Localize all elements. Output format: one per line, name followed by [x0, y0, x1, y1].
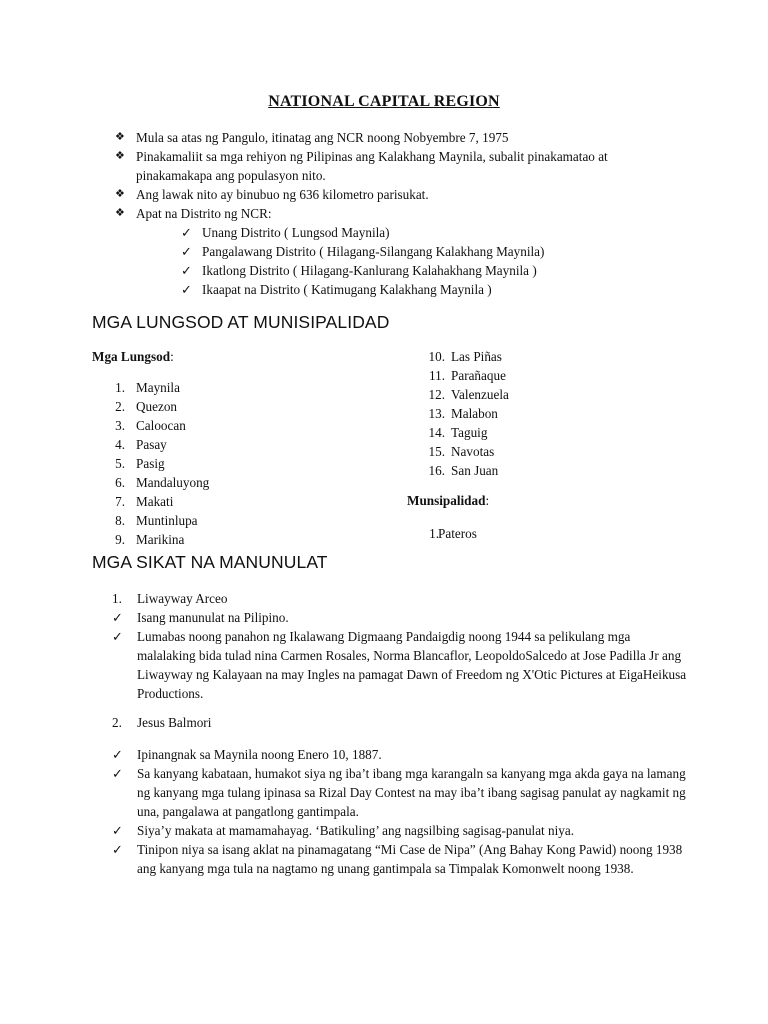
checkmark-icon: ✓	[112, 610, 124, 625]
intro-bullet-text: Apat na Distrito ng NCR:	[136, 206, 272, 221]
writer-number: 1.	[112, 591, 122, 606]
diamond-bullet-icon: ❖	[115, 150, 125, 162]
checkmark-icon: ✓	[181, 263, 193, 278]
city-number: 5.	[115, 456, 125, 471]
district-text: Unang Distrito ( Lungsod Maynila)	[202, 225, 390, 240]
city-number: 2.	[115, 399, 125, 414]
municipality-label-text: Munsipalidad	[407, 493, 486, 508]
intro-bullet-list	[115, 128, 675, 299]
district-list	[136, 223, 675, 299]
diamond-bullet-icon: ❖	[115, 188, 125, 200]
city-item	[92, 511, 352, 530]
city-number: 13.	[428, 406, 445, 421]
writer-facts-list	[107, 745, 687, 878]
city-number: 7.	[115, 494, 125, 509]
writer-fact-text: Tinipon niya sa isang aklat na pinamagatang “Mi Case de Nipa” (Ang Bahay Kong Pawid) noong 1938 ang kanyang mga tula na nagtamo ng unang gantimpala sa Timpalak Komonwelt noong 1938.	[137, 842, 683, 876]
city-name: Muntinlupa	[136, 513, 198, 528]
city-name: Caloocan	[136, 418, 186, 433]
checkmark-icon: ✓	[181, 225, 193, 240]
city-name: Pasay	[136, 437, 167, 452]
district-item	[181, 280, 675, 299]
district-item	[181, 223, 675, 242]
writer-fact-text: Isang manunulat na Pilipino.	[137, 610, 289, 625]
city-item	[92, 530, 352, 549]
municipality-name: Pateros	[438, 526, 477, 541]
writer-entry	[107, 713, 687, 878]
city-item	[407, 423, 707, 442]
cities-list-right	[407, 347, 707, 480]
city-item	[407, 404, 707, 423]
writer-facts-list	[107, 608, 687, 703]
municipality-label-colon: :	[485, 493, 490, 508]
city-item	[407, 366, 707, 385]
checkmark-icon: ✓	[112, 766, 124, 781]
city-number: 11.	[429, 368, 445, 383]
checkmark-icon: ✓	[112, 629, 124, 644]
city-number: 8.	[115, 513, 125, 528]
city-name: Las Piñas	[451, 349, 502, 364]
writer-fact	[107, 745, 687, 764]
writer-name-line	[107, 589, 687, 608]
city-number: 6.	[115, 475, 125, 490]
checkmark-icon: ✓	[112, 823, 124, 838]
city-item	[407, 461, 707, 480]
city-item	[92, 492, 352, 511]
cities-label-text: Mga Lungsod	[92, 349, 171, 364]
checkmark-icon: ✓	[181, 244, 193, 259]
city-name: Taguig	[451, 425, 488, 440]
cities-label	[92, 347, 174, 366]
city-number: 15.	[428, 444, 445, 459]
city-name: Makati	[136, 494, 174, 509]
intro-bullet-item	[115, 147, 675, 185]
checkmark-icon: ✓	[181, 282, 193, 297]
city-number: 10.	[428, 349, 445, 364]
district-text: Ikatlong Distrito ( Hilagang-Kanlurang Kalahakhang Maynila )	[202, 263, 537, 278]
checkmark-icon: ✓	[112, 842, 124, 857]
city-item	[407, 347, 707, 366]
city-name: Navotas	[451, 444, 495, 459]
cities-list-left	[92, 378, 352, 549]
city-name: Pasig	[136, 456, 165, 471]
page-title: NATIONAL CAPITAL REGION	[268, 93, 500, 110]
writer-number: 2.	[112, 715, 122, 730]
city-item	[407, 442, 707, 461]
cities-label-colon: :	[170, 349, 174, 364]
district-text: Pangalawang Distrito ( Hilagang-Silangang Kalakhang Maynila)	[202, 244, 545, 259]
intro-bullet-text: Pinakamaliit sa mga rehiyon ng Pilipinas ang Kalakhang Maynila, subalit pinakamatao at pinakamakapa ang populasyon nito.	[136, 149, 608, 183]
city-item	[92, 416, 352, 435]
municipality-list	[407, 524, 707, 543]
writer-fact-text: Siya’y makata at mamamahayag. ‘Batikuling’ ang nagsilbing sagisag-panulat niya.	[137, 823, 575, 838]
writer-fact	[107, 764, 687, 821]
city-number: 12.	[428, 387, 445, 402]
city-name: Maynila	[136, 380, 180, 395]
city-name: Parañaque	[451, 368, 506, 383]
city-name: San Juan	[451, 463, 499, 478]
writer-name: Liwayway Arceo	[137, 591, 228, 606]
city-number: 16.	[428, 463, 445, 478]
municipality-item	[407, 524, 707, 543]
writer-fact	[107, 627, 687, 703]
city-item	[92, 397, 352, 416]
intro-bullet-item	[115, 204, 675, 299]
city-name: Mandaluyong	[136, 475, 210, 490]
writer-name: Jesus Balmori	[137, 715, 212, 730]
city-name: Quezon	[136, 399, 178, 414]
city-number: 9.	[115, 532, 125, 547]
city-number: 4.	[115, 437, 125, 452]
writers-section-heading: MGA SIKAT NA MANUNULAT	[92, 552, 328, 572]
city-number: 14.	[428, 425, 445, 440]
writer-name-line	[107, 713, 687, 732]
intro-bullet-text: Mula sa atas ng Pangulo, itinatag ang NCR noong Nobyembre 7, 1975	[136, 130, 509, 145]
city-name: Marikina	[136, 532, 185, 547]
district-item	[181, 242, 675, 261]
writer-fact-text: Lumabas noong panahon ng Ikalawang Digmaang Pandaigdig noong 1944 sa pelikulang mga malalaking bida tulad nina Carmen Rosales, Norma Blancaflor, LeopoldoSalcedo at Jose Padilla Jr ang Liwayway ng Kalayaan na may Ingles na pamagat Dawn of Freedom ng X'Otic Pictures at EigaHeikusa Productions.	[137, 629, 687, 701]
city-item	[92, 378, 352, 397]
intro-bullet-text: Ang lawak nito ay binubuo ng 636 kilometro parisukat.	[136, 187, 429, 202]
district-item	[181, 261, 675, 280]
city-name: Malabon	[451, 406, 498, 421]
city-item	[92, 435, 352, 454]
district-text: Ikaapat na Distrito ( Katimugang Kalakhang Maynila )	[202, 282, 492, 297]
diamond-bullet-icon: ❖	[115, 131, 125, 143]
writer-fact	[107, 840, 687, 878]
city-item	[407, 385, 707, 404]
writer-fact	[107, 821, 687, 840]
intro-bullet-item	[115, 185, 675, 204]
city-item	[92, 473, 352, 492]
city-item	[92, 454, 352, 473]
writer-fact-text: Sa kanyang kabataan, humakot siya ng iba’t ibang mga karangaln sa kanyang mga akda gaya na lamang ng kanyang mga tulang ipinasa sa Rizal Day Contest na may iba’t ibang sagisag panulat ay nagkamit ng una, pangalawa at pangatlong gantimpala.	[137, 766, 686, 819]
writer-entry	[107, 589, 687, 703]
diamond-bullet-icon: ❖	[115, 207, 125, 219]
municipality-label	[407, 491, 489, 510]
cities-section-heading: MGA LUNGSOD AT MUNISIPALIDAD	[92, 312, 390, 332]
intro-bullet-item	[115, 128, 675, 147]
writer-fact	[107, 608, 687, 627]
checkmark-icon: ✓	[112, 747, 124, 762]
city-number: 1.	[115, 380, 125, 395]
city-number: 3.	[115, 418, 125, 433]
municipality-number: 1.	[429, 526, 439, 541]
city-name: Valenzuela	[451, 387, 509, 402]
writer-fact-text: Ipinangnak sa Maynila noong Enero 10, 1887.	[137, 747, 382, 762]
